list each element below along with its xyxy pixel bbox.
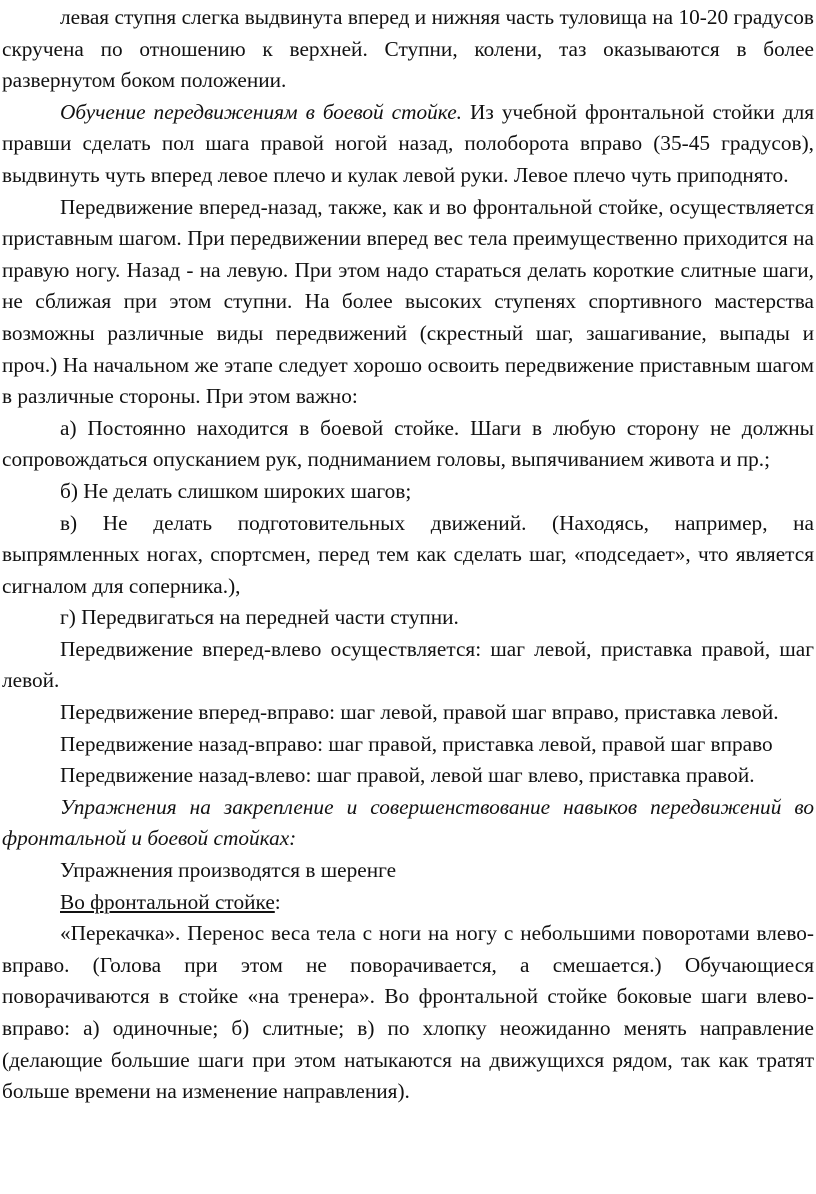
section-heading-combat-movement: Обучение передвижениям в боевой стойке. bbox=[60, 99, 463, 124]
paragraph-swing-exercise: «Перекачка». Перенос веса тела с ноги на ногу с небольшими поворотами влево-вправо. (Голова при этом не поворачивается, а смешается.) Обучающиеся поворачиваются в стойке «на тренера». Во фронтальной стойке боковые шаги влево-вправо: а) одиночные; б) слитные; в) по хлопку неожиданно менять направление (делающие большие шаги при этом натыкаются на движущихся рядом, так как тратят больше времени на изменение направления). bbox=[2, 921, 814, 1104]
paragraph-forward-right: Передвижение вперед-вправо: шаг левой, правой шаг вправо, приставка левой. bbox=[60, 700, 779, 725]
section-heading-exercises bbox=[2, 792, 814, 855]
paragraph-stance-continuation: левая ступня слегка выдвинута вперед и нижняя часть туловища на 10-20 градусов скручена по отношению к верхней. Ступни, колени, таз оказываются в более развернутом боком положении. bbox=[2, 5, 814, 93]
paragraph-back-left: Передвижение назад-влево: шаг правой, левой шаг влево, приставка правой. bbox=[60, 763, 755, 788]
paragraph-combat-stance-training bbox=[2, 97, 814, 192]
paragraph-forward-left: Передвижение вперед-влево осуществляется: шаг левой, приставка правой, шаг левой. bbox=[2, 636, 814, 693]
list-item-a: а) Постоянно находится в боевой стойке. Шаги в любую сторону не должны сопровождаться опусканием рук, подниманием головы, выпячиванием живота и пр.; bbox=[2, 415, 814, 472]
list-item-b: б) Не делать слишком широких шагов; bbox=[60, 478, 412, 503]
exercises-heading-text: Упражнения на закрепление и совершенствование навыков передвижений во фронтальной и боевой стойках: bbox=[2, 794, 814, 851]
paragraph-line-formation: Упражнения производятся в шеренге bbox=[60, 858, 397, 883]
subheading-frontal-stance bbox=[2, 887, 814, 919]
paragraph-forward-backward-movement: Передвижение вперед-назад, также, как и во фронтальной стойке, осуществляется приставным шагом. При передвижении вперед вес тела преимущественно приходится на правую ногу. Назад - на левую. При этом надо стараться делать короткие слитные шаги, не сближая при этом ступни. На более высоких ступенях спортивного мастерства возможны различные виды передвижений (скрестный шаг, зашагивание, выпады и проч.) На начальном же этапе следует хорошо освоить передвижение приставным шагом в различные стороны. При этом важно: bbox=[2, 194, 814, 409]
paragraph-text: Из учебной фронтальной стойки для правши сделать пол шага правой ногой назад, полоборота вправо (35-45 градусов), выдвинуть чуть вперед левое плечо и кулак левой руки. Левое плечо чуть приподнято. bbox=[2, 99, 814, 187]
frontal-stance-label: Во фронтальной стойке bbox=[60, 889, 275, 914]
colon-text: : bbox=[274, 889, 281, 914]
paragraph-back-right: Передвижение назад-вправо: шаг правой, приставка левой, правой шаг вправо bbox=[60, 731, 773, 756]
list-item-c: в) Не делать подготовительных движений. (Находясь, например, на выпрямленных ногах, спортсмен, перед тем как сделать шаг, «подседает», что является сигналом для соперника.), bbox=[2, 510, 814, 598]
list-item-d: г) Передвигаться на передней части ступни. bbox=[60, 605, 459, 630]
